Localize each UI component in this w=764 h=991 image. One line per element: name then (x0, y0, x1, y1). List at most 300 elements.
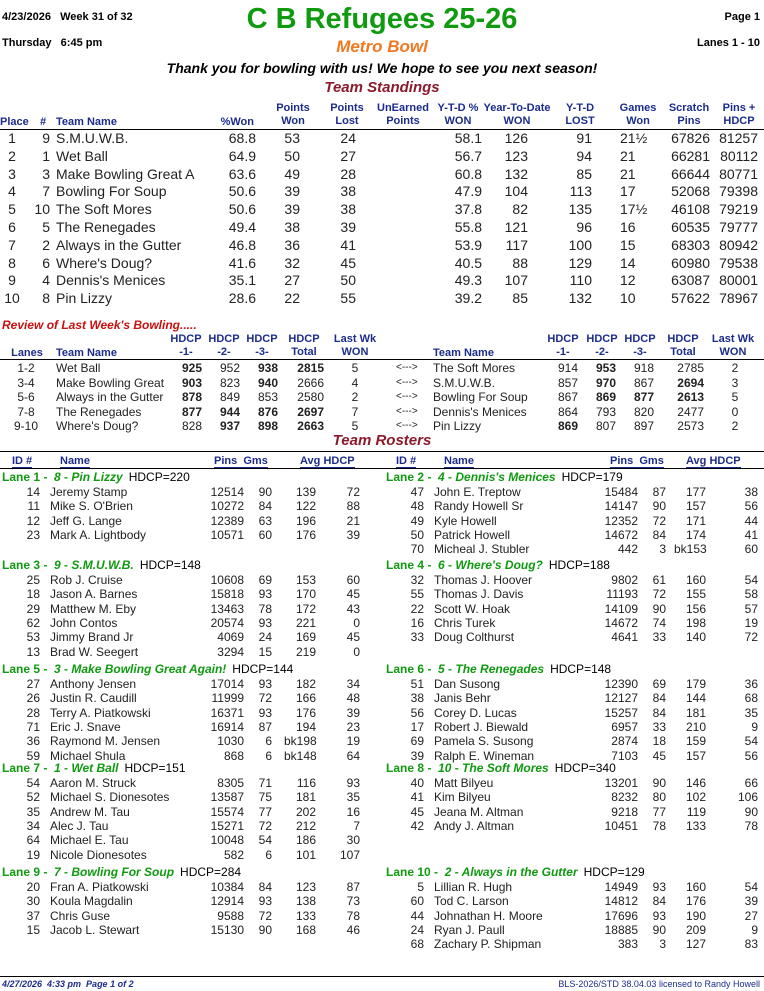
rv-col-won: Last Wk WON (333, 333, 377, 358)
col-ytd-won: Year-To-Date WON (483, 102, 551, 127)
player-id: 24 (410, 923, 424, 938)
col-pct: %Won (220, 116, 254, 128)
review-h3: 897 (633, 419, 654, 433)
standings-num: 10 (34, 201, 50, 218)
player-hdcp: 0 (353, 616, 360, 631)
player-hdcp: 9 (751, 720, 758, 735)
player-hdcp: 87 (346, 880, 360, 894)
player-id: 17 (410, 720, 424, 735)
player-games: 93 (258, 705, 272, 720)
player-name: Thomas J. Hoover (434, 573, 533, 587)
player-pins: 9802 (611, 573, 638, 587)
review-lanes: 9-10 (13, 419, 39, 433)
player-average: 171 (685, 513, 706, 528)
roster-col-avg-hdcp (300, 455, 355, 468)
rv-col-h1: HDCP -1- (547, 333, 579, 358)
roster-col-pins: Pins (610, 455, 634, 467)
player-average: 102 (685, 790, 706, 805)
player-name: Corey D. Lucas (434, 705, 517, 720)
review-h1: 867 (557, 390, 578, 404)
player-name: Randy Howell Sr (434, 499, 524, 514)
player-average: 170 (295, 587, 316, 602)
player-pins: 20574 (210, 616, 244, 631)
player-games: 74 (652, 616, 666, 631)
player-hdcp: 66 (744, 776, 758, 790)
lane-label: Lane 10 - (386, 865, 439, 879)
standings-scratch: 60980 (671, 254, 710, 271)
player-name: Robert J. Biewald (434, 720, 529, 735)
player-average: bk153 (674, 542, 707, 557)
standings-pct: 49.4 (228, 219, 256, 235)
player-pins: 3294 (217, 644, 244, 659)
player-id: 15 (26, 923, 40, 938)
player-name: Micheal J. Stubler (434, 542, 530, 557)
player-row (0, 677, 380, 691)
player-hdcp: 83 (744, 937, 758, 952)
player-games: 24 (258, 630, 272, 645)
player-row (0, 880, 380, 894)
player-games: 75 (258, 790, 272, 805)
player-id: 5 (417, 880, 424, 894)
lane-team-hdcp: HDCP=179 (561, 470, 623, 484)
review-header-rule (0, 359, 764, 360)
player-pins: 12352 (604, 513, 638, 528)
player-hdcp: 57 (744, 601, 758, 616)
review-team1: Always in the Gutter (56, 390, 164, 404)
player-hdcp: 19 (744, 616, 758, 631)
standings-ytd-pct: 40.5 (454, 254, 482, 271)
standings-plost: 24 (340, 130, 356, 146)
review-total: 2815 (297, 361, 324, 375)
standings-plost: 39 (340, 219, 356, 235)
player-row (384, 706, 764, 720)
review-lanes: 5-6 (17, 390, 35, 404)
standings-pct: 50.6 (228, 183, 256, 200)
rv-col-hwon: Last Wk WON (711, 333, 755, 358)
standings-team: Make Bowling Great A (56, 165, 195, 182)
player-games: 84 (258, 499, 272, 514)
standings-pct: 41.6 (228, 254, 256, 271)
player-hdcp: 58 (744, 587, 758, 602)
standings-scratch: 66281 (671, 147, 710, 164)
player-pins: 14147 (604, 499, 638, 514)
standings-team: Where's Doug? (56, 254, 153, 271)
col-team: Team Name (56, 116, 117, 128)
standings-scratch: 46108 (671, 201, 710, 218)
player-row (0, 805, 380, 819)
standings-ytd-won: 132 (504, 165, 528, 182)
player-id: 55 (410, 587, 424, 602)
review-h3: 877 (633, 390, 654, 404)
player-id: 16 (410, 616, 424, 631)
player-games: 77 (652, 804, 666, 819)
lane-label: Lane 5 - (2, 662, 48, 676)
standings-ytd-won: 121 (504, 219, 528, 235)
player-games: 84 (258, 880, 272, 894)
roster-col-id: ID # (396, 455, 417, 467)
rv-col-g1: HDCP -1- (170, 333, 202, 358)
player-pins: 1030 (217, 734, 244, 749)
player-row (384, 528, 764, 542)
col-pins-hdcp: Pins + HDCP (722, 102, 756, 127)
review-lanes: 7-8 (17, 404, 35, 419)
player-hdcp: 23 (346, 720, 360, 735)
review-h2: 807 (595, 419, 616, 433)
review-g2: 823 (219, 375, 240, 390)
review-htotal: 2785 (677, 361, 704, 375)
player-average: 219 (295, 644, 316, 659)
standings-total: 80771 (719, 165, 758, 182)
review-row (0, 390, 764, 405)
player-row (0, 848, 380, 862)
roster-col-gms: Gms (243, 455, 268, 467)
review-g3: 853 (257, 390, 278, 404)
footer-rule (0, 976, 764, 977)
player-average: 181 (685, 705, 706, 720)
player-average: 182 (295, 677, 316, 691)
player-hdcp: 30 (346, 833, 360, 848)
lane-label: Lane 4 - (386, 558, 432, 572)
player-games: 6 (265, 748, 272, 763)
player-hdcp: 9 (751, 923, 758, 938)
player-games: 72 (258, 819, 272, 834)
player-id: 37 (26, 908, 40, 923)
player-games: 84 (652, 894, 666, 909)
standings-num: 9 (42, 130, 50, 146)
player-games: 93 (258, 587, 272, 602)
player-pins: 9588 (217, 908, 244, 923)
standings-ytd-won: 82 (512, 201, 528, 218)
review-row (0, 361, 764, 376)
standings-games: 14 (620, 254, 636, 271)
player-average: 157 (685, 748, 706, 763)
player-average: 169 (295, 630, 316, 645)
player-name: Ryan J. Paull (434, 923, 505, 938)
player-hdcp: 72 (744, 630, 758, 645)
standings-total: 80001 (719, 272, 758, 289)
standings-ytd-won: 104 (504, 183, 528, 200)
standings-ytd-lost: 94 (576, 147, 592, 164)
review-g3: 876 (257, 404, 278, 419)
standings-total: 78967 (719, 290, 758, 307)
rosters-top-rule (0, 451, 764, 452)
review-team1: The Renegades (56, 404, 142, 419)
lane-header (2, 558, 201, 572)
review-won: 5 (351, 361, 359, 375)
player-id: 25 (26, 573, 40, 587)
player-pins: 14672 (604, 616, 638, 631)
player-name: Lillian R. Hugh (434, 880, 513, 894)
review-total: 2697 (297, 404, 324, 419)
standings-games: 17 (620, 183, 636, 200)
player-average: 172 (295, 601, 316, 616)
col-ytd-lost: Y-T-D LOST (565, 102, 595, 127)
standings-pwon: 36 (284, 236, 300, 253)
player-name: Aaron M. Struck (50, 776, 137, 790)
player-name: Matt Bilyeu (434, 776, 494, 790)
player-average: 119 (686, 804, 706, 819)
standings-row (0, 237, 764, 255)
player-average: 138 (295, 894, 316, 909)
player-hdcp: 34 (346, 677, 360, 691)
standings-scratch: 52068 (671, 183, 710, 200)
player-games: 72 (258, 691, 272, 706)
player-id: 56 (410, 705, 424, 720)
player-row (0, 573, 380, 587)
player-pins: 18885 (604, 923, 638, 938)
standings-place: 7 (8, 236, 16, 253)
standings-games: 15 (620, 236, 636, 253)
player-pins: 4069 (217, 630, 244, 645)
player-games: 18 (652, 734, 666, 749)
player-id: 27 (26, 677, 40, 691)
standings-place: 6 (8, 219, 16, 235)
player-row (384, 880, 764, 894)
player-hdcp: 41 (744, 528, 758, 543)
lane-label: Lane 3 - (2, 558, 48, 572)
footer-left: 4/27/2026 4:33 pm Page 1 of 2 (2, 979, 134, 989)
lane-header (386, 470, 623, 484)
player-pins: 868 (223, 748, 244, 763)
standings-ytd-won: 117 (505, 236, 528, 253)
standings-ytd-pct: 58.1 (454, 130, 482, 146)
standings-ytd-pct: 37.8 (454, 201, 482, 218)
season-message: Thank you for bowling with us! We hope to see you next season! (166, 60, 598, 76)
player-games: 61 (652, 573, 666, 587)
player-pins: 10608 (210, 573, 244, 587)
player-pins: 12514 (210, 485, 244, 499)
lane-team-hdcp: HDCP=151 (124, 761, 186, 775)
player-row (384, 602, 764, 616)
standings-plost: 50 (340, 272, 356, 289)
player-name: Terry A. Piatkowski (50, 705, 151, 720)
player-row (384, 909, 764, 923)
day-time: Thursday 6:45 pm (2, 37, 103, 49)
review-team1: Wet Ball (56, 361, 101, 375)
player-games: 93 (258, 677, 272, 691)
player-games: 90 (258, 923, 272, 938)
player-games: 78 (258, 601, 272, 616)
standings-pwon: 22 (284, 290, 300, 307)
player-games: 90 (652, 923, 666, 938)
review-lanes: 3-4 (17, 375, 35, 390)
player-hdcp: 39 (744, 894, 758, 909)
player-games: 15 (258, 644, 272, 659)
player-average: 186 (295, 833, 316, 848)
player-name: Matthew M. Eby (50, 601, 137, 616)
standings-row (0, 290, 764, 308)
standings-num: 3 (42, 165, 50, 182)
player-name: Jimmy Brand Jr (50, 630, 134, 645)
player-pins: 11999 (211, 691, 244, 706)
standings-plost: 41 (340, 236, 356, 253)
standings-scratch: 68303 (671, 236, 710, 253)
standings-scratch: 63087 (671, 272, 710, 289)
player-pins: 14812 (604, 894, 638, 909)
player-average: 194 (295, 720, 316, 735)
player-average: 144 (685, 691, 706, 706)
player-pins: 15484 (604, 485, 638, 499)
rv-col-team: Team Name (56, 347, 117, 359)
standings-pct: 50.6 (228, 201, 256, 218)
player-pins: 4641 (611, 630, 638, 645)
player-average: 166 (295, 691, 316, 706)
player-games: 77 (258, 804, 272, 819)
standings-plost: 55 (340, 290, 356, 307)
standings-team: Wet Ball (56, 147, 108, 164)
review-won: 7 (351, 404, 359, 419)
player-id: 38 (410, 691, 424, 706)
review-won: 2 (351, 390, 359, 404)
player-id: 45 (410, 804, 424, 819)
player-pins: 15257 (604, 705, 638, 720)
rosters-title: Team Rosters (332, 432, 432, 449)
player-average: 176 (685, 894, 706, 909)
player-id: 40 (410, 776, 424, 790)
roster-col-id: ID # (12, 455, 33, 467)
review-total: 2580 (297, 390, 324, 404)
lane-header (2, 470, 190, 484)
player-average: 209 (685, 923, 706, 938)
review-g3: 938 (257, 361, 278, 375)
lane-header (386, 761, 616, 775)
player-average: 221 (295, 616, 316, 631)
player-games: 87 (652, 485, 666, 499)
player-average: 153 (295, 573, 316, 587)
player-row (384, 499, 764, 513)
review-g2: 849 (219, 390, 240, 404)
player-pins: 383 (617, 937, 638, 952)
player-name: Jeremy Stamp (50, 485, 128, 499)
review-g2: 952 (219, 361, 240, 375)
player-row (0, 720, 380, 734)
player-pins: 7103 (611, 748, 638, 763)
player-pins: 10272 (210, 499, 244, 514)
roster-header-2 (384, 455, 764, 468)
footer-right: BLS-2026/STD 38.04.03 licensed to Randy Howell (558, 979, 760, 989)
standings-pwon: 39 (284, 201, 300, 218)
review-arrow: <---> (396, 391, 418, 402)
player-row (384, 573, 764, 587)
player-name: Andrew M. Tau (50, 804, 130, 819)
player-pins: 14109 (604, 601, 638, 616)
player-pins: 10048 (210, 833, 244, 848)
player-row (0, 776, 380, 790)
lane-team: 2 - Always in the Gutter (444, 865, 578, 879)
player-row (0, 833, 380, 847)
roster-col-pins-gms (214, 455, 268, 468)
player-row (384, 819, 764, 833)
player-name: Nicole Dionesotes (50, 847, 147, 862)
player-average: 181 (295, 790, 316, 805)
player-hdcp: 39 (346, 528, 360, 543)
player-hdcp: 56 (744, 748, 758, 763)
player-id: 22 (410, 601, 424, 616)
lane-team: 1 - Wet Ball (54, 761, 119, 775)
standings-total: 79538 (719, 254, 758, 271)
review-team2: Bowling For Soup (433, 390, 528, 404)
lane-team: 5 - The Renegades (438, 662, 545, 676)
standings-ytd-pct: 53.9 (454, 236, 482, 253)
player-hdcp: 93 (346, 776, 360, 790)
standings-ytd-lost: 91 (576, 130, 592, 146)
player-id: 48 (410, 499, 424, 514)
player-row (0, 630, 380, 644)
player-hdcp: 46 (346, 923, 360, 938)
standings-row (0, 255, 764, 273)
player-row (384, 734, 764, 748)
standings-scratch: 60535 (671, 219, 710, 235)
player-row (0, 706, 380, 720)
lane-header (2, 662, 293, 676)
player-average: 123 (295, 880, 316, 894)
player-games: 93 (652, 880, 666, 894)
lane-team-hdcp: HDCP=129 (583, 865, 645, 879)
rv-col-lanes: Lanes (11, 347, 43, 359)
player-average: 202 (295, 804, 316, 819)
standings-row (0, 219, 764, 237)
player-pins: 15130 (210, 923, 244, 938)
lane-team-hdcp: HDCP=144 (232, 662, 294, 676)
player-average: 210 (685, 720, 706, 735)
player-hdcp: 60 (744, 542, 758, 557)
player-name: Koula Magdalin (50, 894, 133, 909)
player-games: 3 (659, 542, 666, 557)
player-id: 47 (410, 485, 424, 499)
player-games: 63 (258, 513, 272, 528)
player-pins: 13463 (210, 601, 244, 616)
player-name: John E. Treptow (434, 485, 521, 499)
review-h3: 820 (633, 404, 654, 419)
player-name: Alec J. Tau (50, 819, 109, 834)
player-name: Mike S. O'Brien (50, 499, 133, 514)
player-hdcp: 21 (346, 513, 360, 528)
review-g3: 898 (257, 419, 278, 433)
player-name: Jeff G. Lange (50, 513, 122, 528)
player-id: 34 (26, 819, 40, 834)
review-arrow: <---> (396, 362, 418, 373)
player-row (384, 677, 764, 691)
player-average: 127 (685, 937, 706, 952)
standings-scratch: 67826 (671, 130, 710, 146)
lane-header (2, 865, 241, 879)
player-row (384, 790, 764, 804)
player-hdcp: 54 (744, 880, 758, 894)
review-g2: 944 (219, 404, 240, 419)
player-name: Zachary P. Shipman (434, 937, 542, 952)
player-games: 90 (652, 776, 666, 790)
standings-row (0, 130, 764, 148)
lane-team-hdcp: HDCP=148 (550, 662, 612, 676)
review-hwon: 5 (731, 390, 739, 404)
lanes-range: Lanes 1 - 10 (697, 37, 760, 49)
standings-plost: 38 (340, 183, 356, 200)
review-hwon: 2 (731, 361, 739, 375)
player-pins: 13587 (210, 790, 244, 805)
player-pins: 10384 (210, 880, 244, 894)
standings-ytd-lost: 100 (568, 236, 592, 253)
player-row (0, 923, 380, 937)
player-games: 33 (652, 720, 666, 735)
review-hwon: 3 (731, 375, 739, 390)
col-unearned: UnEarned Points (377, 102, 429, 127)
standings-pwon: 50 (284, 147, 300, 164)
standings-plost: 28 (340, 165, 356, 182)
standings-ytd-won: 85 (512, 290, 528, 307)
standings-games: 21 (620, 165, 636, 182)
player-games: 93 (258, 616, 272, 631)
player-row (0, 485, 380, 499)
